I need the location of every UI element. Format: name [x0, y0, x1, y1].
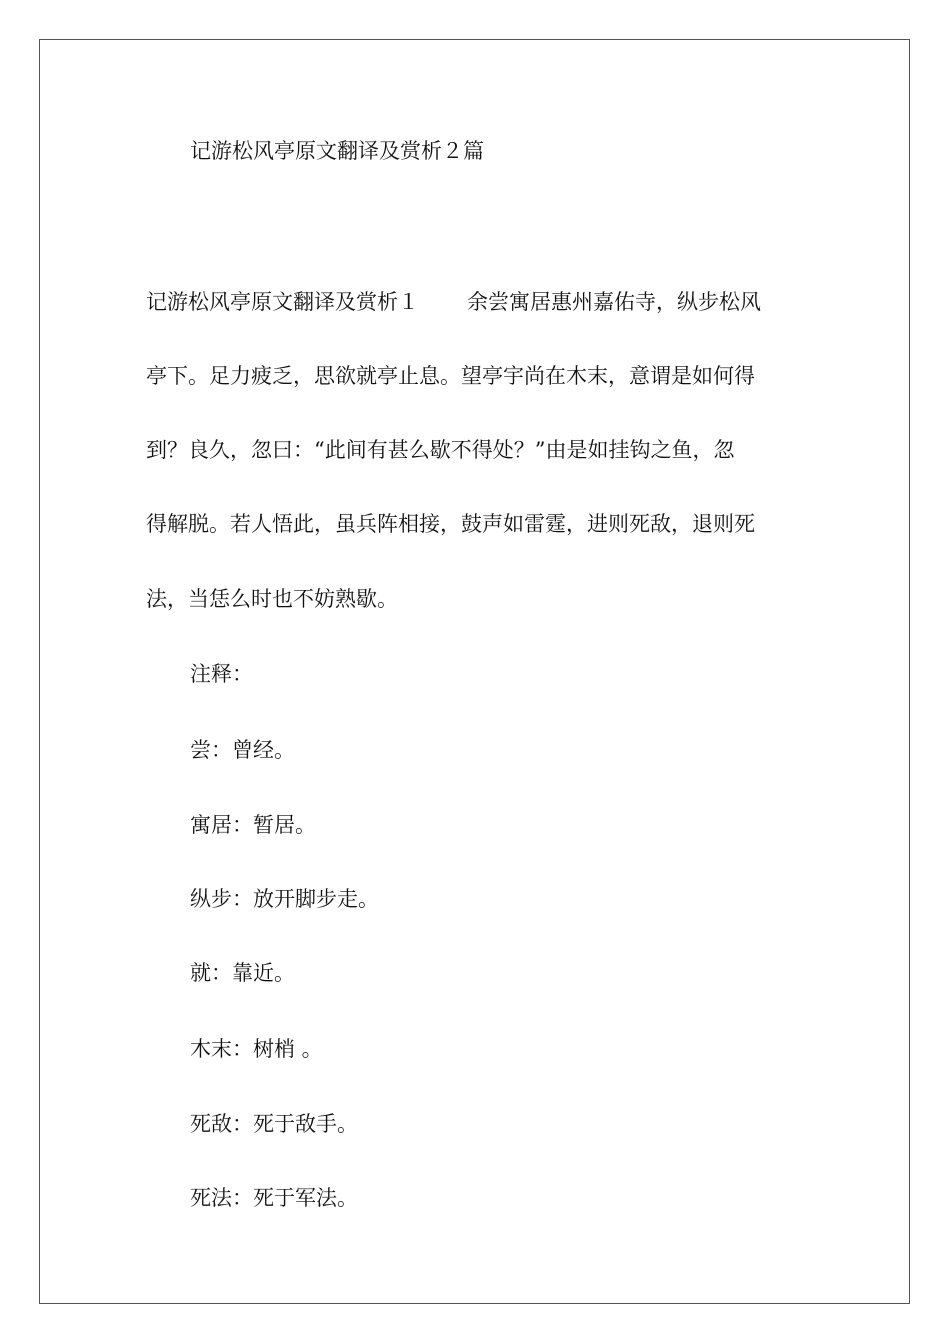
paragraph-line-3: 到？良久，忽曰：“此间有甚么歇不得处？”由是如挂钩之鱼，忽: [146, 438, 735, 462]
note-item: 木末：树梢 。: [190, 1037, 323, 1061]
paragraph-line-2: 亭下。足力疲乏，思欲就亭止息。望亭宇尚在木末，意谓是如何得: [146, 364, 755, 388]
paragraph-line-1: [146, 287, 761, 317]
notes-heading: 注释：: [190, 662, 253, 686]
section-label: 记游松风亭原文翻译及赏析１: [146, 290, 419, 314]
note-item: 死法：死于军法。: [190, 1186, 358, 1210]
note-item: 纵步：放开脚步走。: [190, 887, 379, 911]
paragraph-line-4: 得解脱。若人悟此，虽兵阵相接，鼓声如雷霆，进则死敌，退则死: [146, 512, 755, 536]
note-item: 寓居：暂居。: [190, 813, 316, 837]
paragraph-line-5: 法，当恁么时也不妨熟歇。: [146, 587, 398, 611]
document-title: 记游松风亭原文翻译及赏析２篇: [190, 139, 484, 163]
note-item: 尝：曾经。: [190, 738, 295, 762]
paragraph-text: 余尝寓居惠州嘉佑寺，纵步松风: [467, 290, 761, 314]
page-frame: [39, 39, 910, 1304]
note-item: 就：靠近。: [190, 961, 295, 985]
note-item: 死敌：死于敌手。: [190, 1112, 358, 1136]
